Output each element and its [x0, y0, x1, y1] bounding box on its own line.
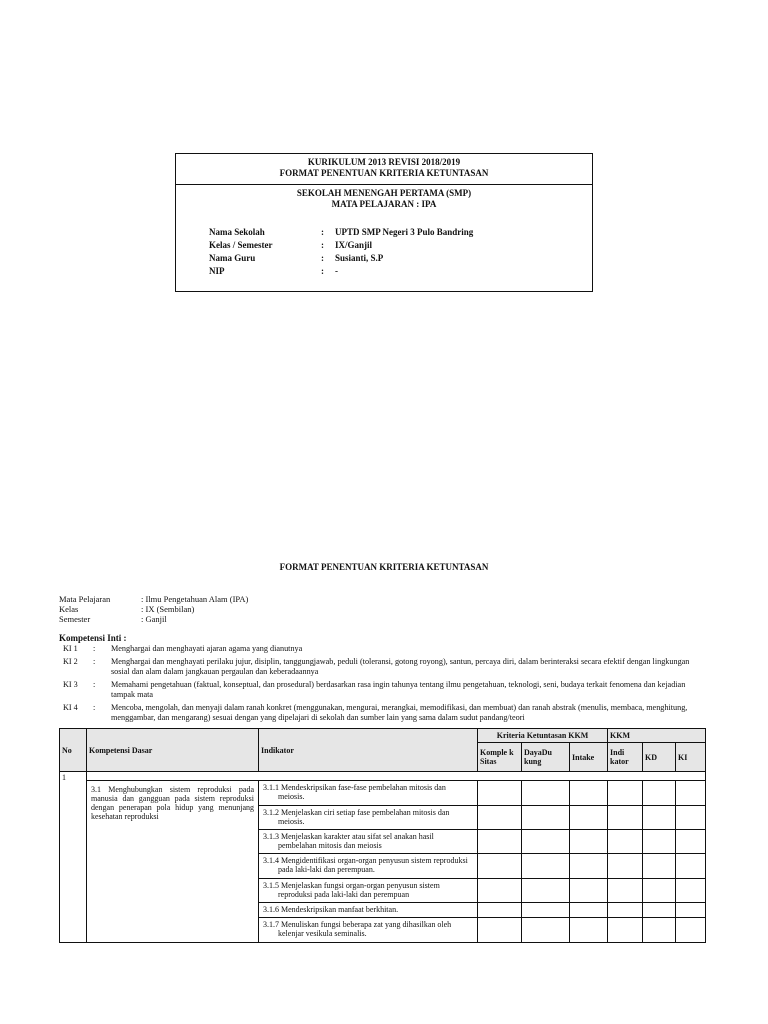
header-curriculum: KURIKULUM 2013 REVISI 2018/2019 — [307, 157, 461, 167]
ki-item — [63, 644, 703, 654]
score-cell[interactable] — [522, 806, 570, 830]
indicator-cell — [259, 918, 478, 943]
header-kd: Kompetensi Dasar — [87, 729, 259, 772]
meta-label: Kelas — [59, 604, 79, 614]
score-cell[interactable] — [522, 918, 570, 943]
meta-label: Mata Pelajaran — [59, 594, 111, 604]
score-cell[interactable] — [478, 830, 522, 854]
score-cell[interactable] — [608, 830, 643, 854]
header-info — [209, 226, 473, 278]
indicator-text: 3.1.7 Menuliskan fungsi beberapa zat yang dihasilkan oleh kelenjar vesikula seminalis. — [263, 920, 452, 938]
indicator-text: 3.1.5 Menjelaskan fungsi organ-organ penyusun sistem reproduksi pada laki-laki dan perempuan — [263, 881, 440, 899]
score-cell[interactable] — [676, 879, 706, 903]
ki-text: Menghargai dan menghayati ajaran agama yang dianutnya — [111, 644, 303, 653]
ki-text: Mencoba, mengolah, dan menyaji dalam ranah konkret (menggunakan, mengurai, merangkai, memodifikasi, dan membuat) dan ranah abstrak (menulis, membaca, menghitung, menggambar, dan mengarang) sesuai dengan yang dipelajari di sekolah dan sumber lain yang sama dalam sudut pandang/teori — [111, 703, 688, 722]
info-sep: : — [321, 266, 324, 276]
info-value: UPTD SMP Negeri 3 Pulo Bandring — [335, 227, 474, 237]
ki-heading: Kompetensi Inti : — [59, 633, 127, 643]
score-cell[interactable] — [643, 854, 676, 879]
score-cell[interactable] — [676, 854, 706, 879]
meta-value: : IX (Sembilan) — [141, 604, 195, 614]
score-cell[interactable] — [570, 806, 608, 830]
score-cell[interactable] — [478, 806, 522, 830]
ki-item — [63, 703, 703, 723]
info-sep: : — [321, 253, 324, 263]
score-cell[interactable] — [676, 918, 706, 943]
info-sep: : — [321, 227, 324, 237]
info-value: IX/Ganjil — [335, 240, 373, 250]
ki-code: KI 4 — [63, 703, 78, 712]
meta-label: Semester — [59, 614, 91, 624]
score-cell[interactable] — [570, 879, 608, 903]
kkm-table — [59, 728, 706, 943]
info-label: Nama Guru — [209, 253, 256, 263]
score-cell[interactable] — [676, 903, 706, 918]
header-kd-kkm: KD — [643, 743, 676, 772]
score-cell[interactable] — [608, 879, 643, 903]
info-row-nip — [209, 265, 473, 278]
header-no: No — [60, 729, 87, 772]
score-cell[interactable] — [522, 903, 570, 918]
score-cell[interactable] — [522, 854, 570, 879]
header-title-block — [176, 154, 592, 185]
header-indikator-kkm: Indi kator — [608, 743, 643, 772]
indicator-cell — [259, 806, 478, 830]
info-row-class — [209, 239, 473, 252]
ki-text: Memahami pengetahuan (faktual, konseptual, dan prosedural) berdasarkan rasa ingin tahunya tentang ilmu pengetahuan, teknologi, seni, budaya terkait fenomena dan kejadian tampak mata — [111, 680, 686, 699]
info-row-school — [209, 226, 473, 239]
indicator-text: 3.1.1 Mendeskripsikan fase-fase pembelahan mitosis dan meiosis. — [263, 783, 446, 801]
score-cell[interactable] — [643, 879, 676, 903]
score-cell[interactable] — [522, 879, 570, 903]
score-cell[interactable] — [676, 781, 706, 806]
score-cell[interactable] — [478, 903, 522, 918]
score-cell[interactable] — [570, 918, 608, 943]
header-kriteria: Kriteria Ketuntasan KKM — [478, 729, 608, 743]
format-title: FORMAT PENENTUAN KRITERIA KETUNTASAN — [279, 562, 489, 572]
score-cell[interactable] — [570, 854, 608, 879]
header-kompleksitas: Komple k Sitas — [478, 743, 522, 772]
score-cell[interactable] — [608, 903, 643, 918]
info-value: Susianti, S.P — [335, 253, 384, 263]
indicator-cell — [259, 903, 478, 918]
info-label: Kelas / Semester — [209, 240, 273, 250]
score-cell[interactable] — [570, 903, 608, 918]
score-cell[interactable] — [643, 830, 676, 854]
indicator-text: 3.1.3 Menjelaskan karakter atau sifat sel anakan hasil pembelahan mitosis dan meiosis — [263, 832, 434, 850]
header-box — [175, 153, 593, 292]
score-cell[interactable] — [478, 918, 522, 943]
score-cell[interactable] — [643, 781, 676, 806]
score-cell[interactable] — [608, 806, 643, 830]
spacer-row — [87, 772, 706, 781]
indicator-cell — [259, 879, 478, 903]
ki-code: KI 3 — [63, 680, 78, 689]
header-ki-kkm: KI — [676, 743, 706, 772]
header-school-type: SEKOLAH MENENGAH PERTAMA (SMP) — [296, 188, 472, 198]
score-cell[interactable] — [676, 806, 706, 830]
indicator-text: 3.1.4 Mengidentifikasi organ-organ penyusun sistem reproduksi pada laki-laki dan perempuan. — [263, 856, 468, 874]
score-cell[interactable] — [676, 830, 706, 854]
ki-sep: : — [93, 680, 96, 689]
ki-code: KI 1 — [63, 644, 78, 653]
ki-sep: : — [93, 644, 96, 653]
score-cell[interactable] — [478, 781, 522, 806]
ki-list — [63, 644, 703, 726]
header-indikator: Indikator — [259, 729, 478, 772]
meta-row-semester — [59, 614, 248, 624]
score-cell[interactable] — [478, 854, 522, 879]
ki-code: KI 2 — [63, 657, 78, 666]
meta-value: : Ganjil — [141, 614, 167, 624]
ki-text: Menghargai dan menghayati perilaku jujur, disiplin, tanggungjawab, peduli (toleransi, gotong royong), santun, percaya diri, dalam berinteraksi secara efektif dengan lingkungan sosial dan alam dalam jangkauan pergaulan dan keberadaannya — [111, 657, 690, 676]
meta-row-class — [59, 604, 248, 614]
header-intake: Intake — [570, 743, 608, 772]
score-cell[interactable] — [608, 854, 643, 879]
indicator-cell — [259, 854, 478, 879]
info-value: - — [335, 266, 338, 276]
ki-sep: : — [93, 703, 96, 712]
score-cell[interactable] — [608, 781, 643, 806]
score-cell[interactable] — [643, 918, 676, 943]
score-cell[interactable] — [570, 830, 608, 854]
header-subject: MATA PELAJARAN : IPA — [331, 199, 437, 209]
score-cell[interactable] — [522, 781, 570, 806]
subject-meta — [59, 594, 248, 624]
meta-row-subject — [59, 594, 248, 604]
score-cell[interactable] — [478, 879, 522, 903]
info-label: NIP — [209, 266, 225, 276]
indicator-cell — [259, 830, 478, 854]
kd-cell: 3.1 Menghubungkan sistem reproduksi pada manusia dan gangguan pada sistem reproduksi dengan penerapan pola hidup yang menunjang kesehatan reproduksi — [87, 781, 259, 943]
info-label: Nama Sekolah — [209, 227, 265, 237]
score-cell[interactable] — [522, 830, 570, 854]
info-row-teacher — [209, 252, 473, 265]
score-cell[interactable] — [608, 918, 643, 943]
score-cell[interactable] — [570, 781, 608, 806]
header-school-block — [176, 185, 592, 210]
ki-sep: : — [93, 657, 96, 666]
ki-item — [63, 657, 703, 677]
info-sep: : — [321, 240, 324, 250]
meta-value: : Ilmu Pengetahuan Alam (IPA) — [141, 594, 249, 604]
header-format-title: FORMAT PENENTUAN KRITERIA KETUNTASAN — [279, 168, 489, 178]
header-dayadukung: DayaDu kung — [522, 743, 570, 772]
indicator-text: 3.1.2 Menjelaskan ciri setiap fase pembelahan mitosis dan meiosis. — [263, 808, 450, 826]
indicator-cell — [259, 781, 478, 806]
row-number: 1 — [60, 772, 87, 943]
score-cell[interactable] — [643, 903, 676, 918]
ki-item — [63, 680, 703, 700]
header-kkm: KKM — [608, 729, 706, 743]
indicator-text: 3.1.6 Mendeskripsikan manfaat berkhitan. — [263, 905, 399, 914]
score-cell[interactable] — [643, 806, 676, 830]
